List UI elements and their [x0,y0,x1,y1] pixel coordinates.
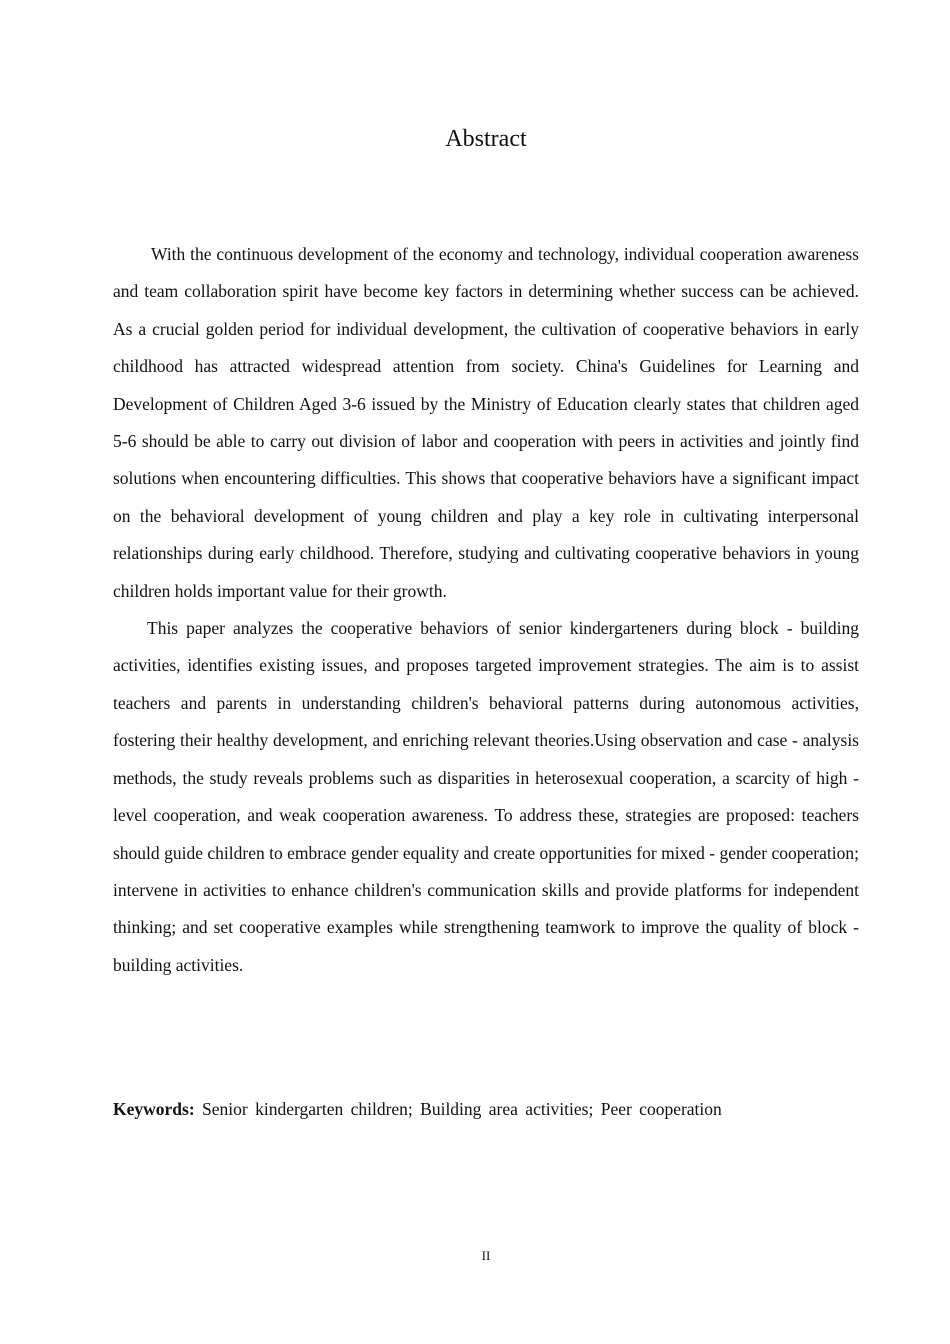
abstract-paragraph-1: With the continuous development of the economy and technology, individual cooperation awareness and team collaboration spirit have become key factors in determining whether success can be achieved. As a crucial golden period for individual development, the cultivation of cooperative behaviors in early childhood has attracted widespread attention from society. China's Guidelines for Learning and Development of Children Aged 3-6 issued by the Ministry of Education clearly states that children aged 5-6 should be able to carry out division of labor and cooperation with peers in activities and jointly find solutions when encountering difficulties. This shows that cooperative behaviors have a significant impact on the behavioral development of young children and play a key role in cultivating interpersonal relationships during early childhood. Therefore, studying and cultivating cooperative behaviors in young children holds important value for their growth. [113,244,859,601]
keywords-label: Keywords: [113,1099,195,1119]
keywords-text: Senior kindergarten children; Building area activities; Peer cooperation [202,1099,722,1119]
page-number: II [481,1248,491,1263]
abstract-title: Abstract [445,126,527,152]
abstract-paragraph-2: This paper analyzes the cooperative behaviors of senior kindergarteners during block - building activities, identifies existing issues, and proposes targeted improvement strategies. The aim is to assist teachers and parents in understanding children's behavioral patterns during autonomous activities, fostering their healthy development, and enriching relevant theories.Using observation and case - analysis methods, the study reveals problems such as disparities in heterosexual cooperation, a scarcity of high - level cooperation, and weak cooperation awareness. To address these, strategies are proposed: teachers should guide children to embrace gender equality and create opportunities for mixed - gender cooperation; intervene in activities to enhance children's communication skills and provide platforms for independent thinking; and set cooperative examples while strengthening teamwork to improve the quality of block - building activities. [113,618,859,975]
abstract-body [113,236,859,984]
keywords-line [113,1091,859,1128]
